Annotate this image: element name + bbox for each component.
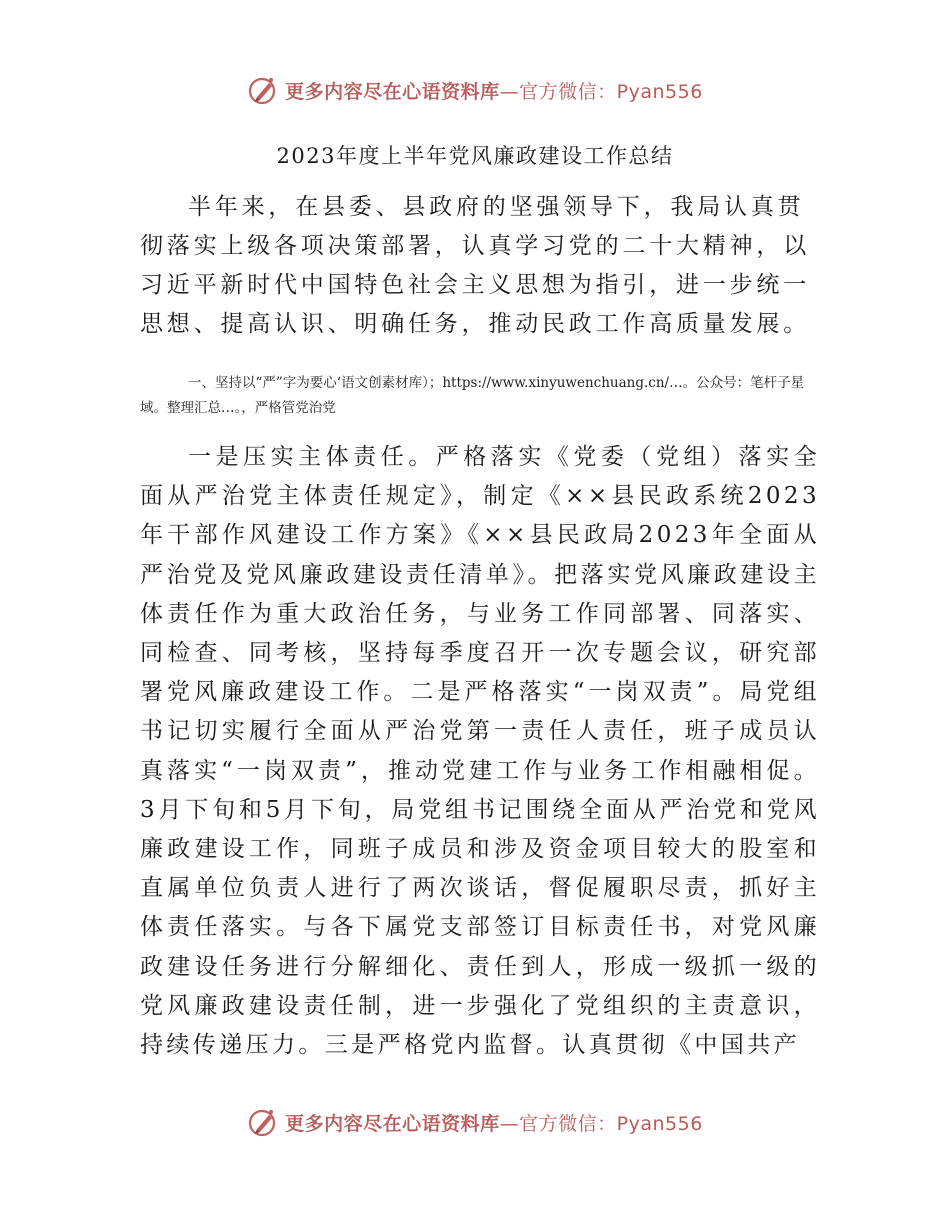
body-paragraph: 一是压实主体责任。严格落实《党委（党组）落实全面从严治党主体责任规定》，制定《××县民政系统2023年干部作风建设工作方案》《××县民政局2023年全面从严治党及党风廉政建设责任清单》。把落实党风廉政建设主体责任作为重大政治任务，与业务工作同部署、同落实、同检查、同考核，坚持每季度召开一次专题会议，研究部署党风廉政建设工作。二是严格落实“一岗双责”。局党组书记切实履行全面从严治党第一责任人责任，班子成员认真落实“一岗双责”，推动党建工作与业务工作相融相促。3月下旬和5月下旬，局党组书记围绕全面从严治党和党风廉政建设工作，同班子成员和涉及资金项目较大的股室和直属单位负责人进行了两次谈话，督促履职尽责，抓好主体责任落实。与各下属党支部签订目标责任书，对党风廉政建设任务进行分解细化、责任到人，形成一级抓一级的党风廉政建设责任制，进一步强化了党组织的主责意识，持续传递压力。三是严格党内监督。认真贯彻《中国共产 xyxy=(140,444,820,1059)
banner-contact: 官方微信：Pyan556 xyxy=(519,1112,703,1135)
banner-separator: — xyxy=(499,1112,520,1135)
section-heading: 一、坚持以“严”字为要心‘语文创素材库）；https://www.xinyuwenchuang.cn/…。公众号：笔杆子星域。整理汇总…。，严格管党治党 xyxy=(140,375,805,416)
banner-text xyxy=(285,77,703,104)
banner-text xyxy=(285,1109,703,1136)
header-watermark-banner xyxy=(0,70,950,110)
pen-logo-icon xyxy=(247,1106,279,1138)
document-title: 2023年度上半年党风廉政建设工作总结 xyxy=(276,144,674,168)
banner-separator: — xyxy=(499,80,520,103)
banner-contact: 官方微信：Pyan556 xyxy=(519,80,703,103)
intro-paragraph: 半年来，在县委、县政府的坚强领导下，我局认真贯彻落实上级各项决策部署，认真学习党的二十大精神，以习近平新时代中国特色社会主义思想为指引，进一步统一思想、提高认识、明确任务，推动民政工作高质量发展。 xyxy=(140,194,810,337)
footer-watermark-banner xyxy=(0,1102,950,1142)
banner-main-text: 更多内容尽在心语资料库 xyxy=(285,80,500,103)
pen-logo-icon xyxy=(247,74,279,106)
banner-main-text: 更多内容尽在心语资料库 xyxy=(285,1112,500,1135)
